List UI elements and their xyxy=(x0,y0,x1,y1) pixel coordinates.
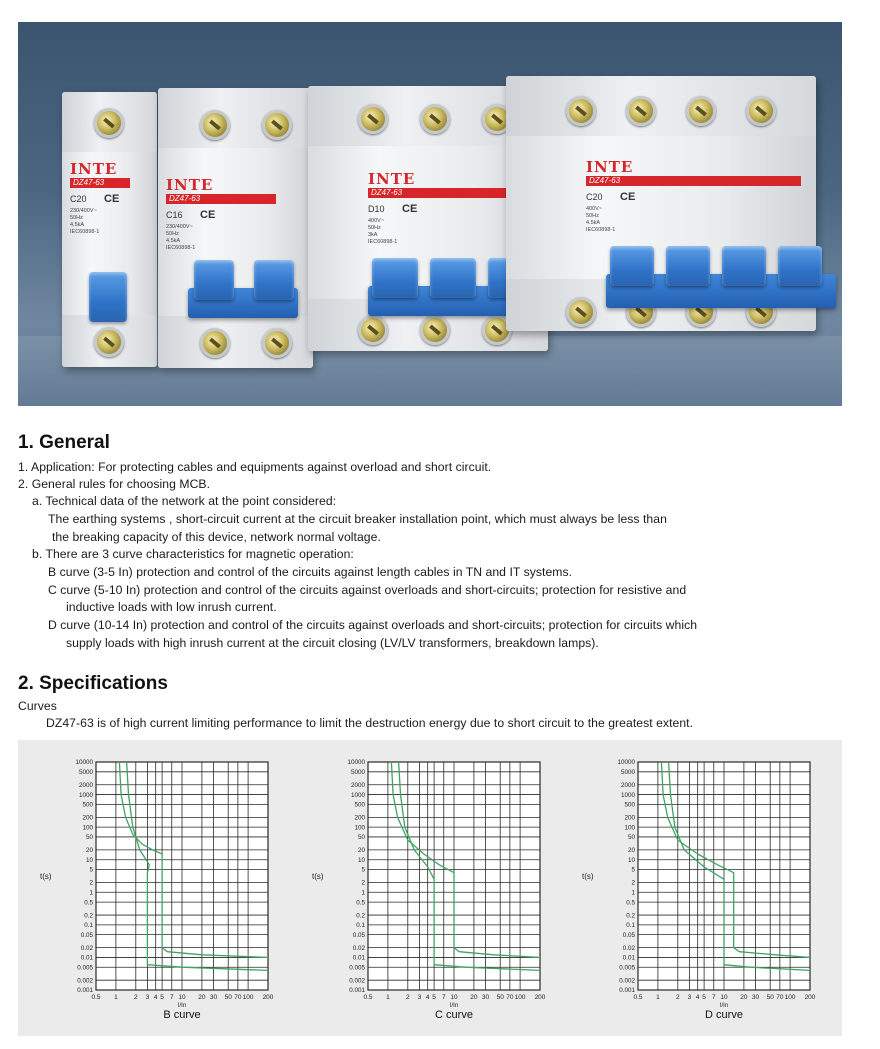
y-tick-label: 10000 xyxy=(75,759,93,767)
y-tick-label: 0.5 xyxy=(356,899,365,907)
y-tick-label: 10 xyxy=(627,856,635,864)
y-tick-label: 2000 xyxy=(78,781,93,789)
product-photo xyxy=(18,22,842,406)
chart-title: B curve xyxy=(163,1009,201,1021)
x-tick-label: 3 xyxy=(417,994,422,1001)
terminal-screw-icon xyxy=(358,104,388,134)
y-tick-label: 0.001 xyxy=(77,987,93,995)
model-label: DZ47-63 xyxy=(166,194,276,204)
x-tick-label: 50 xyxy=(224,994,232,1001)
y-tick-label: 20 xyxy=(627,847,635,855)
y-tick-label: 0.1 xyxy=(84,922,93,930)
rating-label: C16 xyxy=(166,210,183,220)
x-axis-label: I/In xyxy=(177,1003,187,1009)
y-tick-label: 5000 xyxy=(350,769,365,777)
ce-mark: CE xyxy=(620,191,636,203)
y-tick-label: 10000 xyxy=(347,759,365,767)
x-tick-label: 7 xyxy=(169,994,174,1001)
x-tick-label: 5 xyxy=(432,994,436,1001)
rating-label: C20 xyxy=(586,192,603,202)
y-tick-label: 1 xyxy=(361,889,365,897)
general-line: 2. General rules for choosing MCB. xyxy=(18,477,211,491)
terminal-screw-icon xyxy=(626,96,656,126)
y-tick-label: 0.02 xyxy=(352,944,365,952)
x-tick-label: 30 xyxy=(751,994,760,1001)
y-tick-label: 2 xyxy=(89,879,93,887)
x-tick-label: 0.5 xyxy=(363,994,373,1001)
terminal-screw-icon xyxy=(200,110,230,140)
toggle-lever xyxy=(778,246,822,286)
x-tick-label: 7 xyxy=(441,994,446,1001)
y-tick-label: 0.5 xyxy=(626,899,635,907)
x-tick-label: 10 xyxy=(720,994,728,1001)
y-tick-label: 0.005 xyxy=(77,964,93,972)
x-tick-label: 4 xyxy=(153,994,158,1001)
tripping-curves-panel xyxy=(18,740,842,1036)
x-tick-label: 50 xyxy=(766,994,774,1001)
y-tick-label: 1000 xyxy=(350,791,365,799)
ce-mark: CE xyxy=(200,209,216,221)
toggle-lever xyxy=(254,260,294,300)
x-tick-label: 10 xyxy=(178,994,186,1001)
x-tick-label: 2 xyxy=(675,994,680,1001)
brand-logo: INTE xyxy=(70,160,118,178)
spec-text: 400V~ 50Hz 4.5kA IEC60898-1 xyxy=(586,206,616,233)
y-axis-label: t(s) xyxy=(312,872,324,881)
x-tick-label: 20 xyxy=(740,994,748,1001)
ce-mark: CE xyxy=(104,193,120,205)
y-tick-label: 0.2 xyxy=(626,912,635,920)
section-heading-general: 1. General xyxy=(18,432,110,453)
y-tick-label: 20 xyxy=(85,847,93,855)
terminal-screw-icon xyxy=(262,110,292,140)
y-tick-label: 2000 xyxy=(620,781,635,789)
terminal-screw-icon xyxy=(566,297,596,327)
general-line: C curve (5-10 In) protection and control of the circuits against overloads and short-circuits; protection for resistive and xyxy=(48,583,687,597)
general-line: The earthing systems , short-circuit current at the circuit breaker installation point, which must always be less than xyxy=(48,512,667,526)
x-tick-label: 3 xyxy=(687,994,692,1001)
x-tick-label: 200 xyxy=(262,994,274,1001)
x-tick-label: 4 xyxy=(695,994,700,1001)
y-axis-label: t(s) xyxy=(40,872,52,881)
x-tick-label: 200 xyxy=(804,994,816,1001)
x-tick-label: 100 xyxy=(784,994,796,1001)
y-tick-label: 100 xyxy=(82,824,93,832)
x-tick-label: 0.5 xyxy=(91,994,101,1001)
general-line: the breaking capacity of this device, network normal voltage. xyxy=(52,530,381,544)
toggle-lever xyxy=(610,246,654,286)
x-tick-label: 100 xyxy=(242,994,254,1001)
y-tick-label: 2 xyxy=(361,879,365,887)
y-tick-label: 500 xyxy=(82,801,93,809)
y-tick-label: 100 xyxy=(624,824,635,832)
general-line: D curve (10-14 In) protection and control of the circuits against overloads and short-circuits; protection for circuits which xyxy=(48,618,698,632)
terminal-screw-icon xyxy=(94,327,124,357)
y-tick-label: 0.2 xyxy=(84,912,93,920)
y-tick-label: 500 xyxy=(354,801,365,809)
x-tick-label: 70 xyxy=(506,994,514,1001)
spec-text: 400V~ 50Hz 3kA IEC60898-1 xyxy=(368,218,398,245)
rating-label: C20 xyxy=(70,194,87,204)
toggle-lever xyxy=(89,272,127,322)
x-tick-label: 20 xyxy=(198,994,206,1001)
y-tick-label: 1000 xyxy=(620,791,635,799)
toggle-lever xyxy=(430,258,476,298)
specifications-description: DZ47-63 is of high current limiting performance to limit the destruction energy due to short circuit to the greatest extent. xyxy=(46,716,694,730)
x-tick-label: 1 xyxy=(114,994,118,1001)
x-tick-label: 7 xyxy=(711,994,716,1001)
brand-logo: INTE xyxy=(586,158,634,176)
chart-title: C curve xyxy=(435,1009,473,1021)
y-tick-label: 1000 xyxy=(78,791,93,799)
x-tick-label: 20 xyxy=(470,994,478,1001)
x-tick-label: 2 xyxy=(405,994,410,1001)
y-tick-label: 50 xyxy=(627,834,635,842)
y-tick-label: 10 xyxy=(85,856,93,864)
y-tick-label: 5 xyxy=(631,866,635,874)
x-tick-label: 1 xyxy=(656,994,660,1001)
subheading-curves: Curves xyxy=(18,699,57,713)
y-tick-label: 20 xyxy=(357,847,365,855)
x-tick-label: 4 xyxy=(425,994,430,1001)
general-line: a. Technical data of the network at the point considered: xyxy=(32,494,337,508)
y-tick-label: 0.1 xyxy=(626,922,635,930)
y-tick-label: 2000 xyxy=(350,781,365,789)
general-line: 1. Application: For protecting cables and equipments against overload and short circuit. xyxy=(18,460,492,474)
y-tick-label: 5 xyxy=(89,866,93,874)
y-tick-label: 0.01 xyxy=(80,954,93,962)
y-tick-label: 50 xyxy=(357,834,365,842)
y-axis-label: t(s) xyxy=(582,872,594,881)
x-axis-label: I/In xyxy=(449,1003,459,1009)
y-tick-label: 200 xyxy=(354,814,365,822)
toggle-lever xyxy=(194,260,234,300)
y-tick-label: 1 xyxy=(631,889,635,897)
spec-text: 230/400V~ 50Hz 4.5kA IEC60898-1 xyxy=(166,224,196,251)
y-tick-label: 0.002 xyxy=(619,977,635,985)
y-tick-label: 0.002 xyxy=(77,977,93,985)
y-tick-label: 0.5 xyxy=(84,899,93,907)
model-label: DZ47-63 xyxy=(368,188,528,198)
brand-logo: INTE xyxy=(166,176,214,194)
section-heading-specifications: 2. Specifications xyxy=(18,673,168,694)
x-tick-label: 1 xyxy=(386,994,390,1001)
y-tick-label: 50 xyxy=(85,834,93,842)
x-tick-label: 3 xyxy=(145,994,150,1001)
terminal-screw-icon xyxy=(94,108,124,138)
y-tick-label: 200 xyxy=(624,814,635,822)
y-tick-label: 5000 xyxy=(620,769,635,777)
x-tick-label: 70 xyxy=(776,994,784,1001)
y-tick-label: 0.001 xyxy=(349,987,365,995)
model-label: DZ47-63 xyxy=(70,178,130,188)
x-axis-label: I/In xyxy=(719,1003,729,1009)
y-tick-label: 0.1 xyxy=(356,922,365,930)
x-tick-label: 30 xyxy=(481,994,490,1001)
general-line: supply loads with high inrush current at the circuit closing (LV/LV transformers, breakdown lamps). xyxy=(66,636,599,650)
y-tick-label: 5 xyxy=(361,866,365,874)
terminal-screw-icon xyxy=(746,96,776,126)
toggle-lever xyxy=(722,246,766,286)
y-tick-label: 0.01 xyxy=(352,954,365,962)
breaker-1-pole xyxy=(62,92,157,367)
rating-label: D10 xyxy=(368,204,385,214)
toggle-lever xyxy=(372,258,418,298)
brand-logo: INTE xyxy=(368,170,416,188)
terminal-screw-icon xyxy=(686,96,716,126)
y-tick-label: 0.005 xyxy=(619,964,635,972)
general-line: b. There are 3 curve characteristics for magnetic operation: xyxy=(32,547,354,561)
x-tick-label: 200 xyxy=(534,994,546,1001)
x-tick-label: 70 xyxy=(234,994,242,1001)
y-tick-label: 0.02 xyxy=(622,944,635,952)
y-tick-label: 100 xyxy=(354,824,365,832)
y-tick-label: 0.005 xyxy=(349,964,365,972)
y-tick-label: 1 xyxy=(89,889,93,897)
x-tick-label: 50 xyxy=(496,994,504,1001)
toggle-lever xyxy=(666,246,710,286)
x-tick-label: 0.5 xyxy=(633,994,643,1001)
y-tick-label: 0.01 xyxy=(622,954,635,962)
general-line: inductive loads with low inrush current. xyxy=(66,600,277,614)
ce-mark: CE xyxy=(402,203,418,215)
y-tick-label: 0.05 xyxy=(80,931,93,939)
y-tick-label: 0.001 xyxy=(619,987,635,995)
y-tick-label: 500 xyxy=(624,801,635,809)
y-tick-label: 10000 xyxy=(617,759,635,767)
x-tick-label: 100 xyxy=(514,994,526,1001)
y-tick-label: 2 xyxy=(631,879,635,887)
breaker-4-pole xyxy=(506,76,816,331)
y-tick-label: 0.05 xyxy=(352,931,365,939)
terminal-screw-icon xyxy=(566,96,596,126)
x-tick-label: 10 xyxy=(450,994,458,1001)
y-tick-label: 0.002 xyxy=(349,977,365,985)
x-tick-label: 2 xyxy=(133,994,138,1001)
model-label: DZ47-63 xyxy=(586,176,801,186)
chart-title: D curve xyxy=(705,1009,743,1021)
y-tick-label: 5000 xyxy=(78,769,93,777)
x-tick-label: 5 xyxy=(160,994,164,1001)
spec-text: 230/400V~ 50Hz 4.5kA IEC60898-1 xyxy=(70,208,100,235)
y-tick-label: 0.2 xyxy=(356,912,365,920)
y-tick-label: 200 xyxy=(82,814,93,822)
y-tick-label: 0.02 xyxy=(80,944,93,952)
terminal-screw-icon xyxy=(420,315,450,345)
general-line: B curve (3-5 In) protection and control of the circuits against length cables in TN and IT systems. xyxy=(48,565,573,579)
tripping-curves-chart xyxy=(18,740,842,1036)
y-tick-label: 10 xyxy=(357,856,365,864)
terminal-screw-icon xyxy=(420,104,450,134)
y-tick-label: 0.05 xyxy=(622,931,635,939)
terminal-screw-icon xyxy=(358,315,388,345)
terminal-screw-icon xyxy=(262,328,292,358)
x-tick-label: 5 xyxy=(702,994,706,1001)
x-tick-label: 30 xyxy=(209,994,218,1001)
breaker-2-pole xyxy=(158,88,313,368)
terminal-screw-icon xyxy=(200,328,230,358)
